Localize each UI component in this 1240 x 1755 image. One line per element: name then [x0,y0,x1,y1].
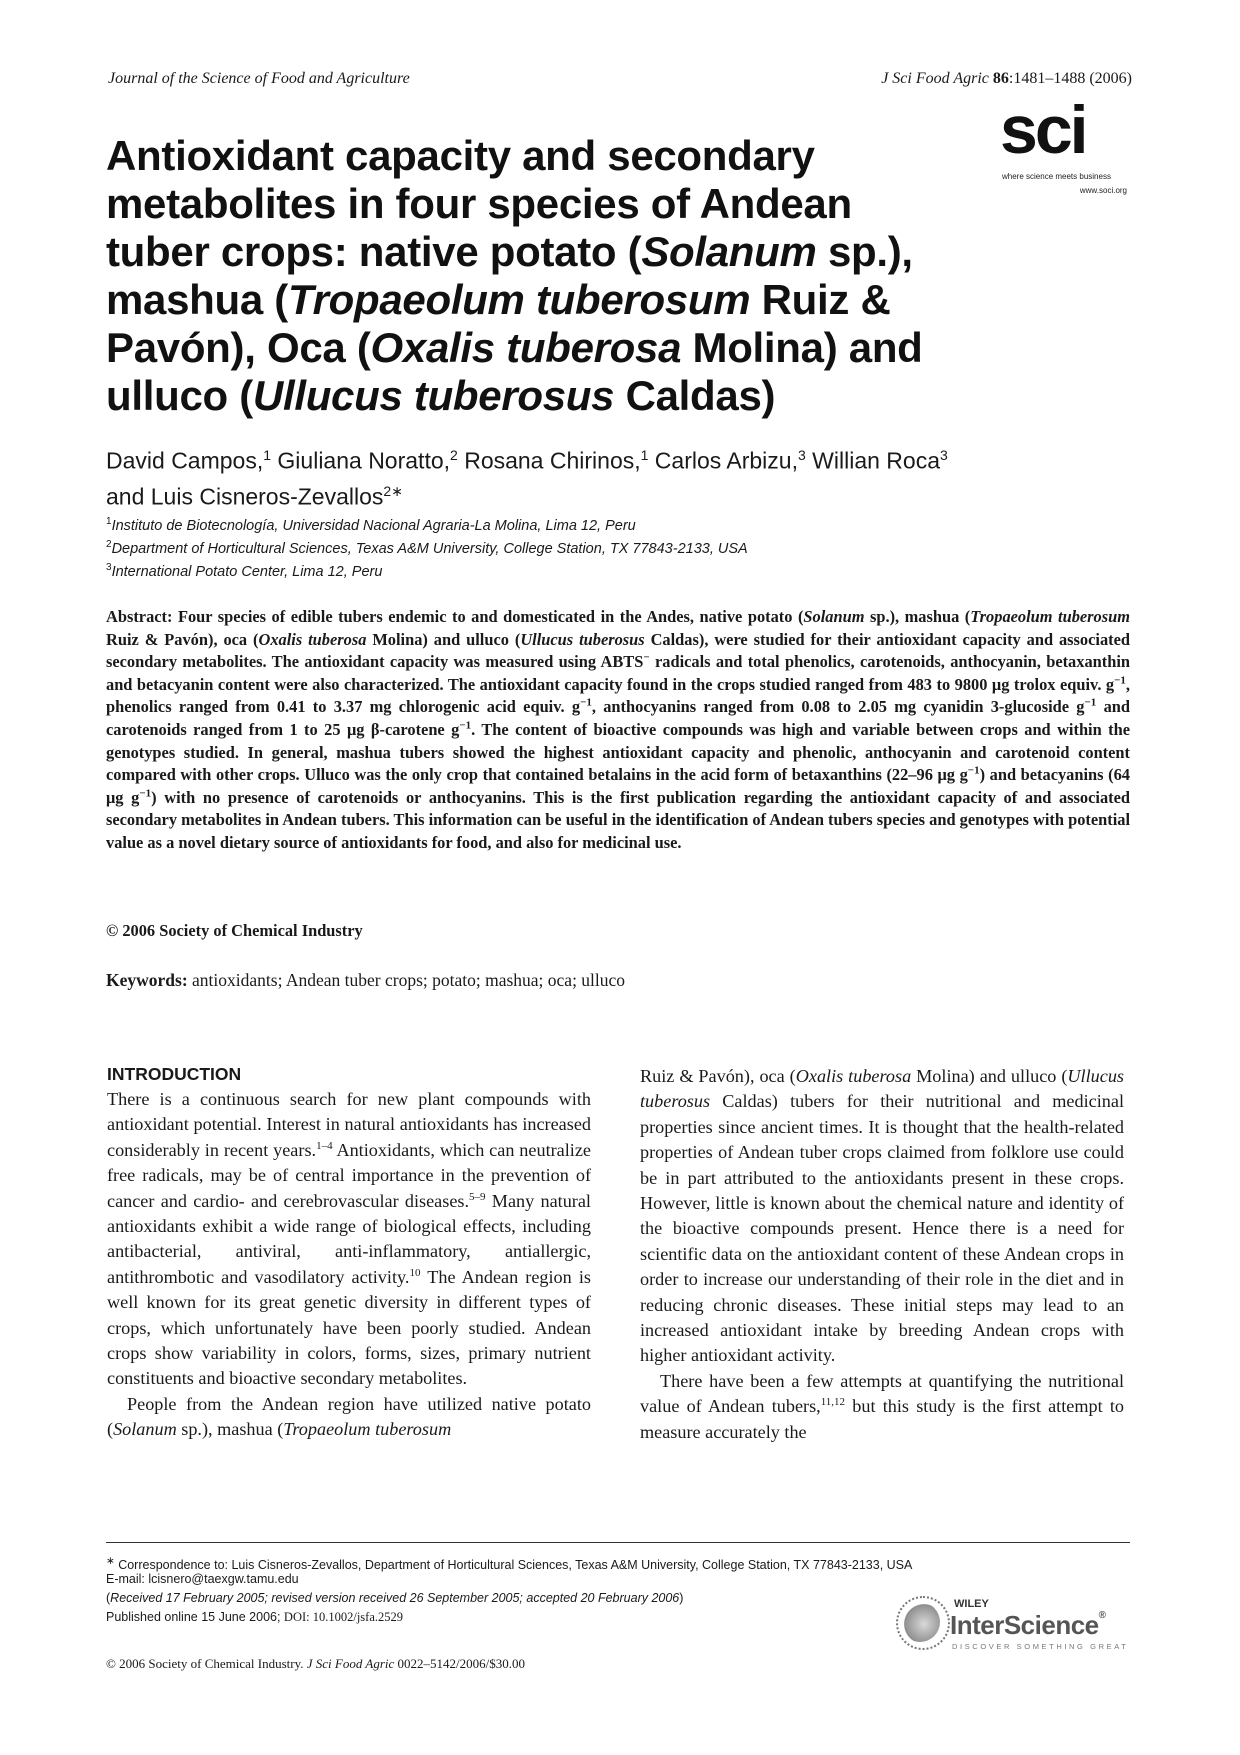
wiley-interscience-logo [900,1596,1130,1656]
doi-text: DOI: 10.1002/jsfa.2529 [283,1610,404,1624]
paragraph: There have been a few attempts at quantifying the nutritional value of Andean tubers,$^{11,12}$ but this study is the first attempt to measure accurately the [640,1370,1124,1442]
wiley-label: WILEY [954,1598,989,1610]
abstract-copyright: © 2006 Society of Chemical Industry [106,921,363,940]
footnote-received: (Received 17 February 2005; revised version received 26 September 2005; accepted 20 February 2006) [106,1591,684,1605]
sci-logo-tagline: where science meets business [1002,172,1111,181]
paragraph: Ruiz & Pavón), oca (Oxalis tuberosa Molina) and ulluco (Ullucus tuberosus Caldas) tubers for their nutritional and medicinal properties since ancient times. It is thought that the health-related properties of Andean tuber crops claimed from folklore use could be in part attributed to the antioxidants present in these crops. However, little is known about the chemical nature and identity of the bioactive compounds present. Hence there is a need for scientific data on the antioxidant content of these Andean crops in order to increase our understanding of their role in the diet and in reducing chronic diseases. These initial steps may lead to an increased antioxidant intake by breeding Andean crops with higher antioxidant activity. [640,1066,1124,1366]
wiley-tagline: DISCOVER SOMETHING GREAT [952,1642,1129,1651]
body-column-left [107,1063,591,1443]
sci-logo [1000,92,1130,206]
bottom-copyright: © 2006 Society of Chemical Industry. J Sci Food Agric 0022–5142/2006/$30.00 [106,1656,525,1671]
sci-logo-word: sci [1000,92,1086,168]
section-heading-introduction: INTRODUCTION [107,1064,242,1084]
keywords: Keywords: antioxidants; Andean tuber crops; potato; mashua; oca; ulluco [106,970,626,990]
paragraph: There is a continuous search for new plant compounds with antioxidant potential. Interest in natural antioxidants has increased considerably in recent years.$^{1-4}$ Antioxidants, which can neutralize free radicals, may be of central importance in the prevention of cancer and cardio- and cerebrovascular diseases.$^{5-9}$ Many natural antioxidants exhibit a wide range of biological effects, including antibacterial, antiviral, anti-inflammatory, antiallergic, antithrombotic and vasodilatory activity.$^{10}$ The Andean region is well known for its great genetic diversity in different types of crops, which unfortunately have been poorly studied. Andean crops show variability in colors, forms, sizes, primary nutrient constituents and bioactive secondary metabolites. [107,1089,592,1389]
footnote-divider [106,1542,1130,1543]
body-column-right [640,1064,1124,1445]
article-title: Antioxidant capacity and secondary metabolites in four species of Andean tuber crops: native potato (Solanum sp.), mashua (Tropaeolum tuberosum Ruiz & Pavón), Oca (Oxalis tuberosa Molina) and ulluco (Ullucus tuberosus Caldas) [106,132,923,419]
abstract: Abstract: Four species of edible tubers endemic to and domesticated in the Andes, native potato (Solanum sp.), mashua (Tropaeolum tuberosum Ruiz & Pavón), oca (Oxalis tuberosa Molina) and ulluco (Ullucus tuberosus Caldas), were studied for their antioxidant capacity and associated secondary metabolites. The antioxidant capacity was measured using ABTS− radicals and total phenolics, carotenoids, anthocyanin, betaxanthin and betacyanin content were also characterized. The antioxidant capacity found in the crops studied ranged from 483 to 9800 μg trolox equiv. $g^{-1}$, phenolics ranged from 0.41 to 3.37 mg chlorogenic acid equiv. $g^{-1}$, anthocyanins ranged from 0.08 to 2.05 mg cyanidin 3-glucoside $g^{-1}$ and carotenoids ranged from 1 to 25 μg β-carotene $g^{-1}$. The content of bioactive compounds was high and variable between crops and within the genotypes studied. In general, mashua tubers showed the highest antioxidant capacity and phenolic, anthocyanin and carotenoid content compared with other crops. Ulluco was the only crop that contained betalains in the acid form of betaxanthins (22–96 μg $g^{-1}$) and betacyanins (64 μg $g^{-1}$) with no presence of carotenoids or anthocyanins. This is the first publication regarding the antioxidant capacity of and associated secondary metabolites in Andean tubers. This information can be useful in the identification of Andean tubers species and genotypes with potential value as a novel dietary source of antioxidants for food, and also for medicinal use. [106,607,1131,852]
footnote-published: Published online 15 June 2006; DOI: 10.1002/jsfa.2529 [106,1610,404,1624]
footnote-correspondence: ∗ Correspondence to: Luis Cisneros-Zevallos, Department of Horticultural Sciences, Texas A&M University, College Station, TX 77843-2133, USA [106,1556,913,1573]
running-header-journal: Journal of the Science of Food and Agriculture [108,70,410,87]
author-list: David Campos,$^1$ Giuliana Noratto,$^2$ Rosana Chirinos,$^1$ Carlos Arbizu,$^3$ Willian Roca$^3$ and Luis Cisneros-Zevallos$^{2∗}$ [106,447,948,510]
affiliation-1: $^1$Instituto de Biotecnología, Universidad Nacional Agraria-La Molina, Lima 12, Peru [106,516,636,534]
affiliation-2: $^2$Department of Horticultural Sciences, Texas A&M University, College Station, TX 77843-2133, USA [106,539,748,557]
wiley-globe-icon [900,1602,940,1642]
interscience-label: InterScience® [950,1610,1106,1640]
affiliation-3: $^3$International Potato Center, Lima 12, Peru [106,562,383,580]
footnote-email: E-mail: lcisnero@taexgw.tamu.edu [106,1572,299,1586]
running-header-citation: J Sci Food Agric 86:1481–1488 (2006) [881,70,1132,87]
paragraph: People from the Andean region have utilized native potato (Solanum sp.), mashua (Tropaeolum tuberosum [107,1393,591,1440]
sci-logo-url: www.soci.org [1079,186,1127,195]
